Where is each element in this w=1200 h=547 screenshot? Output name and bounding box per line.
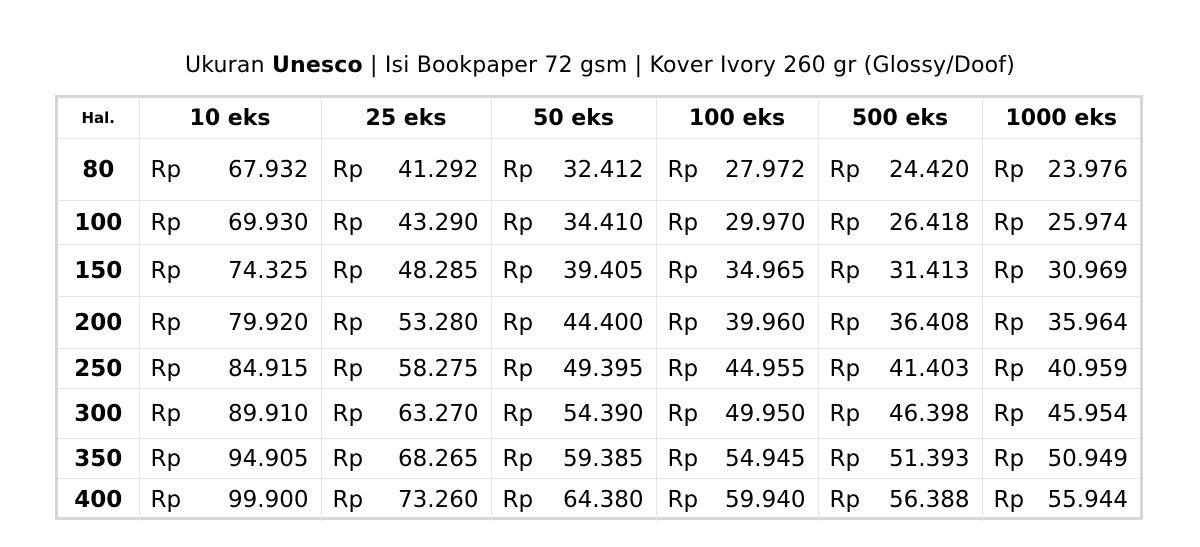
currency-label: Rp — [332, 156, 364, 183]
price-amount: 49.395 — [563, 355, 644, 382]
price-table-frame — [55, 95, 1143, 520]
price-amount: 56.388 — [889, 486, 970, 513]
currency-label: Rp — [150, 156, 182, 183]
currency-label: Rp — [502, 355, 534, 382]
price-amount: 39.960 — [725, 309, 806, 336]
price-cell-content — [140, 210, 321, 236]
price-cell — [656, 245, 818, 297]
price-cell — [321, 245, 491, 297]
price-cell — [139, 479, 321, 521]
currency-label: Rp — [332, 400, 364, 427]
currency-label: Rp — [993, 209, 1025, 236]
price-amount: 48.285 — [398, 257, 479, 284]
currency-label: Rp — [829, 257, 861, 284]
price-cell — [491, 389, 656, 439]
price-cell-content — [140, 258, 321, 284]
price-cell — [982, 245, 1140, 297]
price-amount: 30.969 — [1047, 257, 1128, 284]
price-cell — [982, 479, 1140, 521]
price-cell — [321, 479, 491, 521]
currency-label: Rp — [502, 486, 534, 513]
price-cell — [656, 349, 818, 389]
price-cell-content — [140, 401, 321, 427]
column-header-qty: 50 eks — [491, 98, 656, 139]
price-cell-content — [819, 487, 982, 513]
price-amount: 73.260 — [398, 486, 479, 513]
price-amount: 23.976 — [1047, 156, 1128, 183]
price-amount: 89.910 — [228, 400, 309, 427]
price-cell-content — [819, 210, 982, 236]
currency-label: Rp — [667, 257, 699, 284]
price-cell-content — [492, 401, 656, 427]
price-cell — [656, 479, 818, 521]
currency-label: Rp — [993, 400, 1025, 427]
currency-label: Rp — [150, 309, 182, 336]
price-cell-content — [983, 487, 1141, 513]
price-cell-content — [657, 310, 818, 336]
price-cell-content — [819, 258, 982, 284]
price-cell-content — [983, 210, 1141, 236]
price-cell-content — [322, 157, 491, 183]
price-amount: 69.930 — [228, 209, 309, 236]
price-amount: 25.974 — [1047, 209, 1128, 236]
price-cell-content — [322, 356, 491, 382]
currency-label: Rp — [993, 445, 1025, 472]
currency-label: Rp — [332, 486, 364, 513]
price-amount: 50.949 — [1047, 445, 1128, 472]
currency-label: Rp — [993, 156, 1025, 183]
price-cell — [491, 245, 656, 297]
price-cell-content — [819, 401, 982, 427]
price-cell-content — [983, 310, 1141, 336]
currency-label: Rp — [829, 355, 861, 382]
price-cell-content — [657, 446, 818, 472]
price-cell-content — [140, 356, 321, 382]
price-cell — [656, 201, 818, 245]
price-amount: 51.393 — [889, 445, 970, 472]
currency-label: Rp — [667, 486, 699, 513]
price-cell-content — [322, 401, 491, 427]
price-amount: 59.385 — [563, 445, 644, 472]
currency-label: Rp — [829, 486, 861, 513]
currency-label: Rp — [993, 257, 1025, 284]
price-cell — [982, 201, 1140, 245]
price-cell — [656, 439, 818, 479]
price-cell — [491, 297, 656, 349]
table-row — [58, 201, 1140, 245]
price-cell — [818, 349, 982, 389]
price-cell-content — [983, 258, 1141, 284]
currency-label: Rp — [667, 445, 699, 472]
price-amount: 34.410 — [563, 209, 644, 236]
currency-label: Rp — [829, 156, 861, 183]
price-cell-content — [322, 210, 491, 236]
currency-label: Rp — [150, 486, 182, 513]
price-amount: 49.950 — [725, 400, 806, 427]
price-cell-content — [819, 446, 982, 472]
page-count-cell: 400 — [58, 479, 139, 521]
currency-label: Rp — [150, 400, 182, 427]
price-cell — [491, 139, 656, 201]
currency-label: Rp — [502, 400, 534, 427]
table-row — [58, 389, 1140, 439]
price-cell-content — [983, 401, 1141, 427]
currency-label: Rp — [667, 309, 699, 336]
price-cell — [139, 201, 321, 245]
price-amount: 44.400 — [563, 309, 644, 336]
price-cell-content — [322, 446, 491, 472]
price-cell — [139, 389, 321, 439]
price-cell — [982, 439, 1140, 479]
currency-label: Rp — [150, 209, 182, 236]
price-cell-content — [819, 310, 982, 336]
price-cell-content — [492, 310, 656, 336]
price-cell-content — [657, 210, 818, 236]
price-amount: 36.408 — [889, 309, 970, 336]
table-row — [58, 297, 1140, 349]
table-row — [58, 349, 1140, 389]
price-cell-content — [140, 446, 321, 472]
price-cell — [139, 349, 321, 389]
price-amount: 79.920 — [228, 309, 309, 336]
price-amount: 84.915 — [228, 355, 309, 382]
price-cell — [818, 139, 982, 201]
price-amount: 43.290 — [398, 209, 479, 236]
price-cell-content — [983, 446, 1141, 472]
currency-label: Rp — [502, 445, 534, 472]
price-amount: 26.418 — [889, 209, 970, 236]
table-row — [58, 245, 1140, 297]
price-cell — [491, 479, 656, 521]
title-bold: Unesco — [271, 53, 363, 78]
currency-label: Rp — [667, 400, 699, 427]
currency-label: Rp — [150, 257, 182, 284]
price-amount: 45.954 — [1047, 400, 1128, 427]
currency-label: Rp — [667, 209, 699, 236]
currency-label: Rp — [667, 355, 699, 382]
price-cell-content — [657, 157, 818, 183]
price-cell — [321, 297, 491, 349]
currency-label: Rp — [502, 156, 534, 183]
page-count-cell: 80 — [58, 139, 139, 201]
column-header-qty: 1000 eks — [982, 98, 1140, 139]
page-count-cell: 150 — [58, 245, 139, 297]
price-amount: 64.380 — [563, 486, 644, 513]
price-amount: 99.900 — [228, 486, 309, 513]
header-row — [58, 98, 1140, 139]
price-cell — [818, 439, 982, 479]
price-cell — [321, 201, 491, 245]
column-header-qty: 25 eks — [321, 98, 491, 139]
price-cell-content — [657, 258, 818, 284]
currency-label: Rp — [829, 445, 861, 472]
column-header-qty: 500 eks — [818, 98, 982, 139]
page-count-cell: 250 — [58, 349, 139, 389]
price-amount: 67.932 — [228, 156, 309, 183]
currency-label: Rp — [993, 355, 1025, 382]
price-cell-content — [322, 258, 491, 284]
price-cell — [656, 389, 818, 439]
price-amount: 31.413 — [889, 257, 970, 284]
price-amount: 29.970 — [725, 209, 806, 236]
price-amount: 55.944 — [1047, 486, 1128, 513]
price-cell — [818, 245, 982, 297]
table-row — [58, 439, 1140, 479]
price-amount: 58.275 — [398, 355, 479, 382]
table-row — [58, 139, 1140, 201]
price-cell — [321, 349, 491, 389]
price-amount: 54.390 — [563, 400, 644, 427]
price-cell — [491, 439, 656, 479]
price-cell-content — [819, 356, 982, 382]
table-row — [58, 479, 1140, 521]
price-amount: 68.265 — [398, 445, 479, 472]
price-cell-content — [140, 487, 321, 513]
page-count-cell: 300 — [58, 389, 139, 439]
price-amount: 94.905 — [228, 445, 309, 472]
price-cell-content — [492, 356, 656, 382]
currency-label: Rp — [332, 355, 364, 382]
price-amount: 39.405 — [563, 257, 644, 284]
price-cell-content — [140, 310, 321, 336]
price-cell-content — [983, 356, 1141, 382]
page-count-cell: 200 — [58, 297, 139, 349]
price-cell-content — [492, 487, 656, 513]
currency-label: Rp — [332, 209, 364, 236]
price-cell-content — [657, 356, 818, 382]
column-header-qty: 100 eks — [656, 98, 818, 139]
price-cell — [139, 139, 321, 201]
price-table — [58, 98, 1140, 521]
price-cell-content — [322, 487, 491, 513]
price-cell-content — [819, 157, 982, 183]
page-count-cell: 100 — [58, 201, 139, 245]
price-cell — [321, 139, 491, 201]
currency-label: Rp — [667, 156, 699, 183]
price-cell — [818, 389, 982, 439]
currency-label: Rp — [332, 257, 364, 284]
currency-label: Rp — [332, 309, 364, 336]
currency-label: Rp — [502, 309, 534, 336]
currency-label: Rp — [829, 209, 861, 236]
price-amount: 24.420 — [889, 156, 970, 183]
price-cell — [982, 349, 1140, 389]
price-cell — [321, 389, 491, 439]
price-cell — [656, 297, 818, 349]
price-cell — [491, 349, 656, 389]
price-amount: 32.412 — [563, 156, 644, 183]
price-amount: 74.325 — [228, 257, 309, 284]
page-title — [0, 53, 1200, 78]
price-cell — [139, 297, 321, 349]
price-cell — [321, 439, 491, 479]
price-cell-content — [492, 157, 656, 183]
price-amount: 59.940 — [725, 486, 806, 513]
currency-label: Rp — [993, 309, 1025, 336]
currency-label: Rp — [993, 486, 1025, 513]
price-cell-content — [322, 310, 491, 336]
price-cell-content — [657, 401, 818, 427]
price-amount: 54.945 — [725, 445, 806, 472]
price-amount: 35.964 — [1047, 309, 1128, 336]
price-cell-content — [492, 210, 656, 236]
price-cell-content — [983, 157, 1141, 183]
currency-label: Rp — [829, 309, 861, 336]
currency-label: Rp — [150, 445, 182, 472]
price-cell-content — [492, 258, 656, 284]
price-cell-content — [140, 157, 321, 183]
price-cell — [139, 439, 321, 479]
price-cell-content — [492, 446, 656, 472]
currency-label: Rp — [502, 209, 534, 236]
page-count-cell: 350 — [58, 439, 139, 479]
price-cell — [818, 201, 982, 245]
price-amount: 27.972 — [725, 156, 806, 183]
price-amount: 63.270 — [398, 400, 479, 427]
column-header-pages: Hal. — [58, 98, 139, 139]
currency-label: Rp — [829, 400, 861, 427]
price-cell — [139, 245, 321, 297]
currency-label: Rp — [502, 257, 534, 284]
price-cell-content — [657, 487, 818, 513]
price-cell — [982, 297, 1140, 349]
price-amount: 53.280 — [398, 309, 479, 336]
price-cell — [818, 479, 982, 521]
currency-label: Rp — [332, 445, 364, 472]
title-prefix: Ukuran — [184, 53, 272, 78]
price-cell — [982, 139, 1140, 201]
currency-label: Rp — [150, 355, 182, 382]
price-cell — [818, 297, 982, 349]
price-amount: 41.292 — [398, 156, 479, 183]
price-amount: 44.955 — [725, 355, 806, 382]
price-cell — [656, 139, 818, 201]
title-suffix: | Isi Bookpaper 72 gsm | Kover Ivory 260 gr (Glossy/Doof) — [362, 53, 1016, 78]
column-header-qty: 10 eks — [139, 98, 321, 139]
price-amount: 46.398 — [889, 400, 970, 427]
price-cell — [982, 389, 1140, 439]
price-cell — [491, 201, 656, 245]
price-amount: 41.403 — [889, 355, 970, 382]
price-amount: 34.965 — [725, 257, 806, 284]
price-amount: 40.959 — [1047, 355, 1128, 382]
